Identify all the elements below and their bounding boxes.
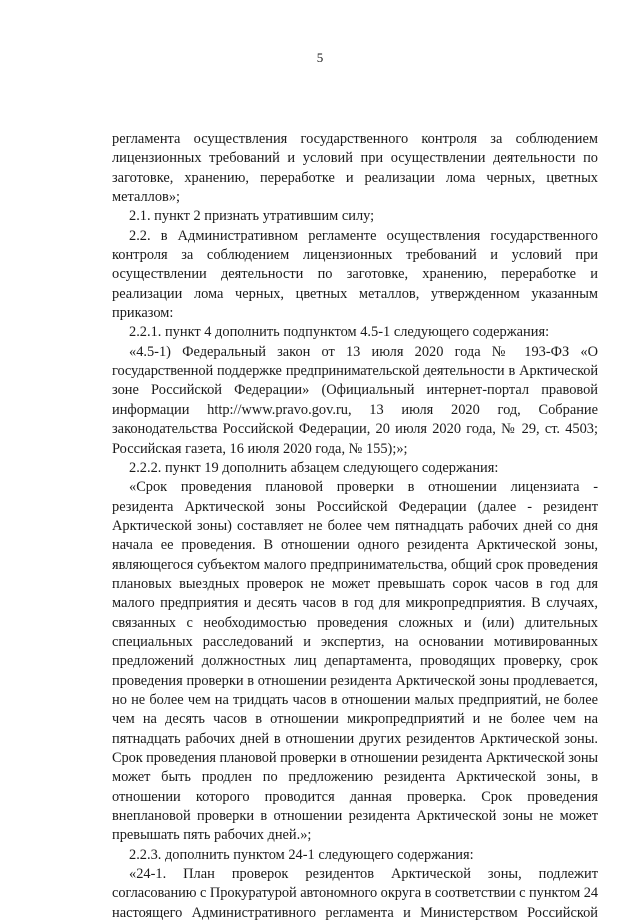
text-line: осуществлении деятельности по заготовке, хранению, переработке и [112, 266, 598, 283]
text-line: начала ее проведения. В отношении одного резидента Арктической зоны, [112, 537, 598, 554]
text-line: зоне Российской Федерации» (Официальный интернет-портал правовой [112, 382, 598, 399]
text-line: связанных с необходимостью проведения сложных и (или) длительных [112, 614, 598, 631]
text-line: приказом: [112, 305, 174, 322]
text-line: малого предприятия и десять часов в год для микропредприятия. В случаях, [112, 595, 598, 612]
text-line: плановых выездных проверок не может превышать сорок часов в год для [112, 575, 598, 592]
text-line: информации http://www.pravo.gov.ru, 13 июля 2020 год, Собрание [112, 401, 598, 418]
text-line: «Срок проведения плановой проверки в отношении лицензиата - [129, 479, 598, 496]
text-line: Российская газета, 16 июля 2020 года, № 155);»; [112, 440, 408, 457]
text-line: «24-1. План проверок резидентов Арктической зоны, подлежит [129, 866, 598, 883]
text-line: законодательства Российской Федерации, 20 июля 2020 года, № 29, ст. 4503; [112, 421, 598, 438]
text-line: отношении которого проводится данная проверка. Срок проведения [112, 788, 598, 805]
text-line: специальных расследований и экспертиз, на основании мотивированных [112, 633, 598, 650]
text-line: регламента осуществления государственного контроля за соблюдением [112, 131, 598, 147]
text-line: 2.2. в Административном регламенте осуществления государственного [129, 227, 598, 244]
text-line: государственной поддержке предпринимательской деятельности в Арктической [112, 363, 598, 380]
text-line: 2.2.1. пункт 4 дополнить подпунктом 4.5-1 следующего содержания: [129, 324, 550, 341]
text-line: согласованию с Прокуратурой автономного округа в соответствии с пунктом 24 [112, 885, 598, 902]
document-body [112, 130, 598, 923]
text-line: 2.2.2. пункт 19 дополнить абзацем следующего содержания: [129, 459, 499, 476]
text-line: 2.1. пункт 2 признать утратившим силу; [129, 208, 375, 225]
page-number: 5 [316, 50, 324, 65]
text-line: предложений должностных лиц департамента, проводящих проверку, срок [112, 653, 598, 670]
text-line: являющегося субъектом малого предпринимательства, общий срок проведения [112, 556, 598, 573]
text-line: контроля за соблюдением лицензионных требований и условий при [112, 247, 598, 264]
text-line: Арктической зоны) составляет не более чем пятнадцать рабочих дней со дня [112, 517, 598, 534]
text-line: может быть продлен по предложению резидента Арктической зоны, в [112, 769, 598, 786]
text-line: превышать пять рабочих дней.»; [112, 827, 312, 844]
text-line: заготовке, хранению, переработке и реализации лома черных, цветных [112, 169, 598, 186]
text-line: 2.2.3. дополнить пунктом 24-1 следующего содержания: [129, 846, 474, 863]
text-line: проведения проверки в отношении резидента Арктической зоны продлевается, [112, 672, 598, 689]
text-line: реализации лома черных, цветных металлов, утвержденном указанным [112, 285, 598, 302]
text-line: лицензионных требований и условий при осуществлении деятельности по [112, 150, 598, 167]
text-line: «4.5-1) Федеральный закон от 13 июля 2020 года № 193-ФЗ «О [129, 343, 598, 360]
text-line: настоящего Административного регламента и Министерством Российской [112, 904, 598, 921]
text-line: металлов»; [112, 189, 181, 206]
text-line: резидента Арктической зоны Российской Федерации (далее - резидент [112, 498, 598, 515]
text-line: Срок проведения плановой проверки в отношении резидента Арктической зоны [112, 750, 598, 766]
text-line: чем на десять часов в отношении микропредприятий и не более чем на [112, 711, 598, 728]
text-line: внеплановой проверки в отношении резидента Арктической зоны не может [112, 808, 598, 825]
text-line: но не более чем на тридцать часов в отношении малых предприятий, не более [112, 691, 598, 708]
text-line: пятнадцать рабочих дней в отношении других резидентов Арктической зоны. [112, 730, 598, 747]
